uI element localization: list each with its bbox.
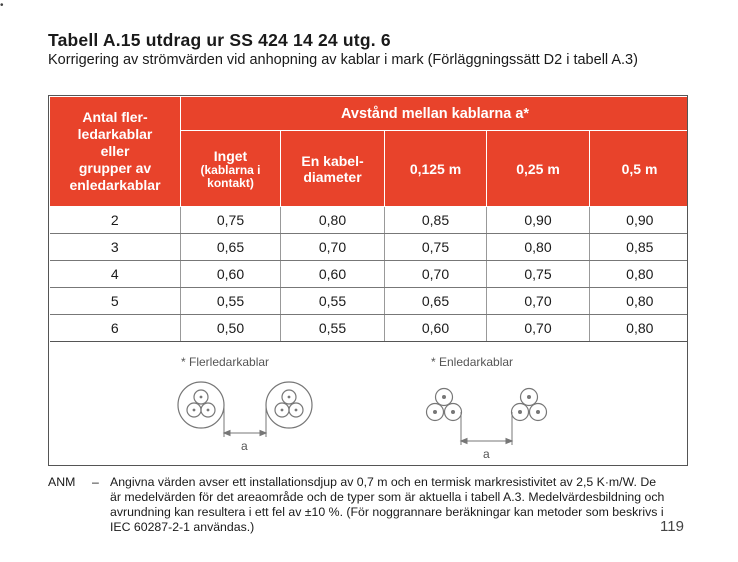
- col-header-main: Inget: [213, 147, 248, 164]
- cell: 0,80: [487, 234, 590, 261]
- table-subtitle: Korrigering av strömvärden vid anhopning av kablar i mark (Förläggningssätt D2 i tabell A.3): [48, 52, 638, 68]
- cell: 0,65: [181, 234, 281, 261]
- cell: 0,55: [281, 288, 385, 315]
- row-header-line: grupper av: [78, 160, 152, 176]
- cell: 0,75: [487, 261, 590, 288]
- multicore-label: * Flerledarkablar: [181, 355, 270, 369]
- cell: 0,85: [590, 234, 689, 261]
- cell: 0,70: [487, 315, 590, 342]
- cell: 0,80: [590, 288, 689, 315]
- cell: 0,70: [281, 234, 385, 261]
- cell: 0,70: [487, 288, 590, 315]
- row-header-line: Antal fler-: [82, 109, 148, 125]
- data-table: [49, 96, 688, 342]
- cell: 0,90: [590, 207, 689, 234]
- row-header-line: eller: [100, 143, 130, 159]
- table-row: [50, 234, 689, 261]
- singlecore-label: * Enledarkablar: [431, 355, 514, 369]
- col-header-025: 0,25 m: [487, 131, 590, 207]
- col-header-kabeldiameter: [281, 131, 385, 207]
- cell: 4: [50, 261, 181, 288]
- page-number: 119: [660, 518, 684, 535]
- spacing-header: Avstånd mellan kablarna a*: [181, 97, 689, 131]
- table-row: [50, 261, 689, 288]
- cell: 0,55: [281, 315, 385, 342]
- cell: 0,70: [385, 261, 487, 288]
- table-row: [50, 288, 689, 315]
- cell: 0,80: [281, 207, 385, 234]
- cell: 0,60: [281, 261, 385, 288]
- table-row: [50, 315, 689, 342]
- table-title: Tabell A.15 utdrag ur SS 424 14 24 utg. 6: [48, 30, 391, 50]
- col-header-sub: diameter: [303, 168, 362, 185]
- cell: 0,85: [385, 207, 487, 234]
- cell: 0,65: [385, 288, 487, 315]
- cell: 6: [50, 315, 181, 342]
- col-header-sub: (kablarna i kontakt): [200, 162, 261, 190]
- col-header-inget: [181, 131, 281, 207]
- cell: 0,60: [385, 315, 487, 342]
- cell: 0,60: [181, 261, 281, 288]
- cell: 0,80: [590, 261, 689, 288]
- footnote: [48, 475, 668, 535]
- cell: 0,80: [590, 315, 689, 342]
- cell: 3: [50, 234, 181, 261]
- footnote-dash: –: [92, 475, 99, 489]
- dimension-line-left: [224, 405, 266, 437]
- col-header-05: 0,5 m: [590, 131, 689, 207]
- correction-table: [48, 95, 688, 466]
- row-header: [50, 97, 181, 207]
- singlecore-group-right: [512, 389, 547, 421]
- cell: 0,75: [385, 234, 487, 261]
- multicore-cable-left: [178, 382, 224, 428]
- singlecore-group-left: [427, 389, 462, 421]
- dimension-a-left: a: [241, 439, 248, 453]
- cell: 2: [50, 207, 181, 234]
- row-header-line: ledarkablar: [77, 126, 153, 142]
- cable-spacing-diagram: [49, 342, 687, 466]
- multicore-cable-right: [266, 382, 312, 428]
- cell: 5: [50, 288, 181, 315]
- dimension-line-right: [461, 412, 512, 445]
- col-header-main: En kabel-: [301, 152, 364, 169]
- cell: 0,50: [181, 315, 281, 342]
- cell: 0,55: [181, 288, 281, 315]
- top-mark: •: [0, 0, 4, 11]
- dimension-a-right: a: [483, 447, 490, 461]
- row-header-line: enledarkablar: [69, 177, 161, 193]
- footnote-text: Angivna värden avser ett installationsdjup av 0,7 m och en termisk markresistivitet av 2,5 K·m/W. De är medelvärden för det areaområde och de typer som är aktuella i tabell A.3. Medelvärdesbildning och avrundning kan resultera i ett fel av ±10 %. (För noggrannare beräkningar kan metoder som beskrivs i IEC 60287-2-1 användas.): [110, 475, 665, 534]
- col-header-0125: 0,125 m: [385, 131, 487, 207]
- footnote-label: ANM: [48, 475, 76, 489]
- cell: 0,75: [181, 207, 281, 234]
- cell: 0,90: [487, 207, 590, 234]
- diagram-svg: [49, 342, 687, 466]
- table-row: [50, 207, 689, 234]
